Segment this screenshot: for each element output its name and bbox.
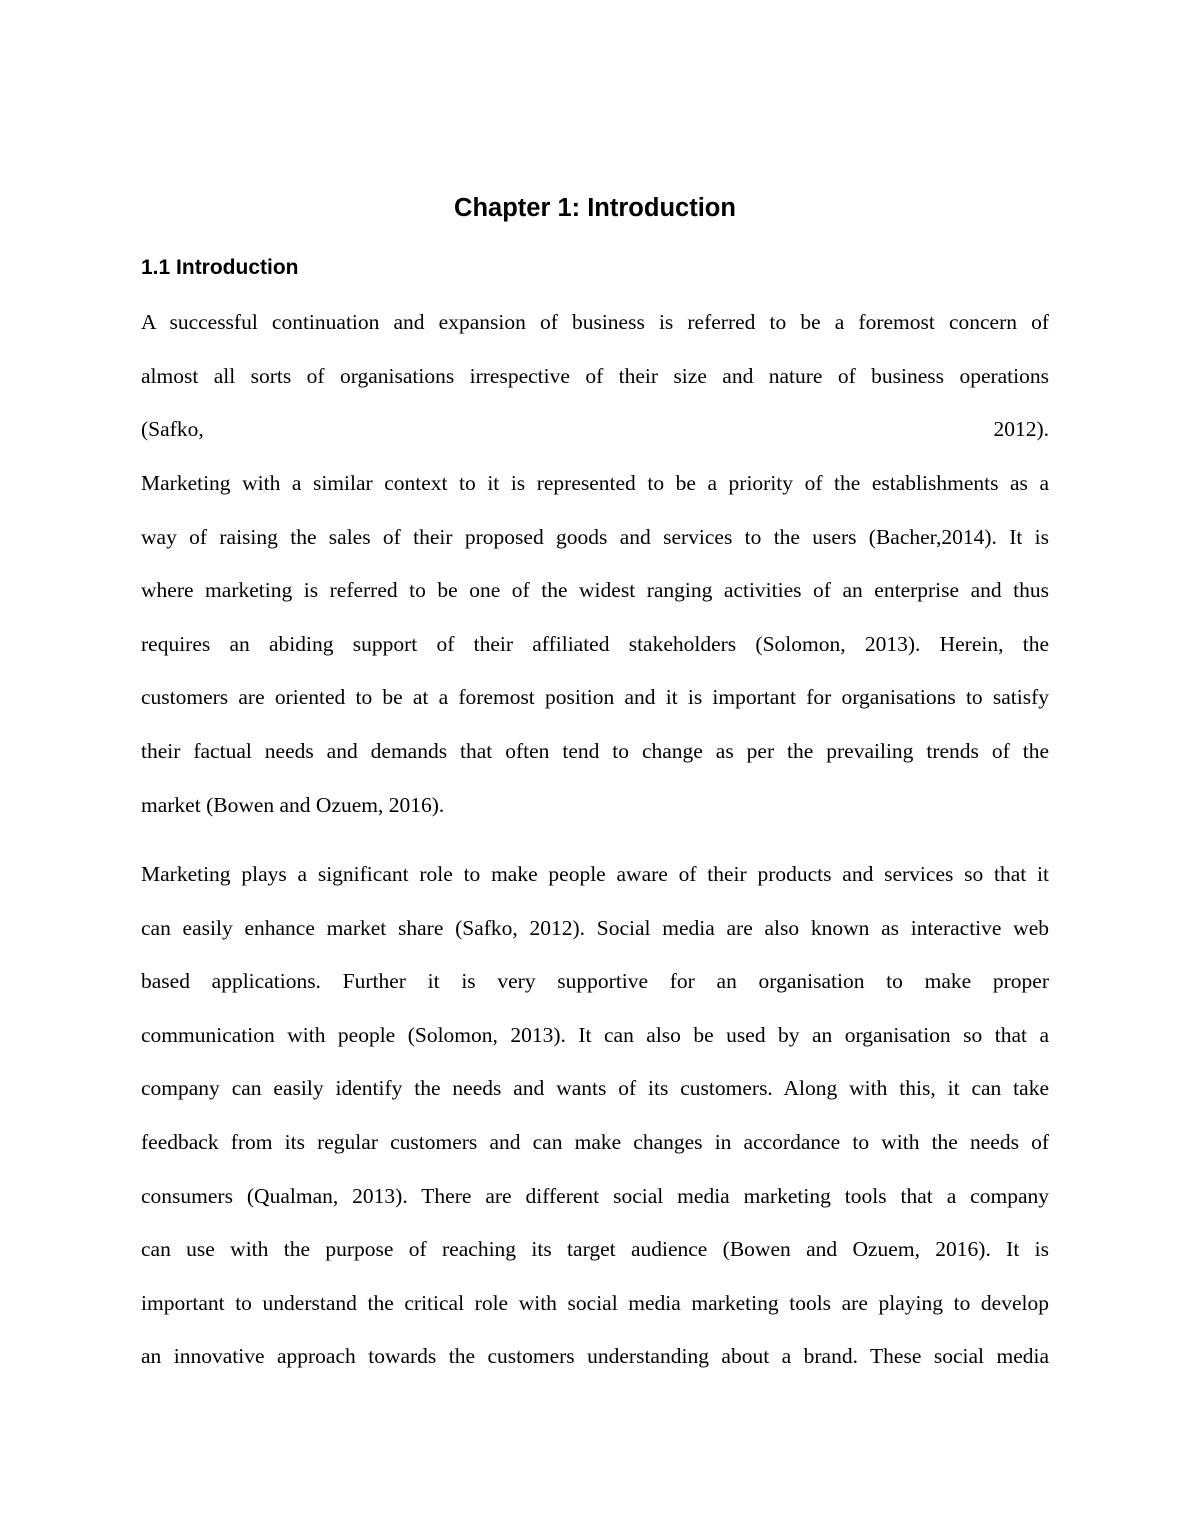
paragraph-line: their factual needs and demands that often tend to change as per the prevailing trends of the xyxy=(141,738,1049,763)
paragraph-line: based applications. Further it is very supportive for an organisation to make proper xyxy=(141,969,1049,994)
paragraph-line: important to understand the critical role with social media marketing tools are playing to develop xyxy=(141,1290,1049,1315)
paragraph-line: market (Bowen and Ozuem, 2016). xyxy=(141,792,445,817)
paragraph-line: company can easily identify the needs and wants of its customers. Along with this, it can take xyxy=(141,1076,1049,1101)
paragraph-line: Marketing plays a significant role to make people aware of their products and services so that it xyxy=(141,862,1049,886)
paragraph-3 xyxy=(141,848,1049,1384)
section-heading: 1.1 Introduction xyxy=(141,256,299,279)
paragraph-line: Marketing with a similar context to it is represented to be a priority of the establishments as a xyxy=(141,471,1049,495)
paragraph-line: A successful continuation and expansion of business is referred to be a foremost concern of xyxy=(141,310,1049,334)
paragraph-line: where marketing is referred to be one of the widest ranging activities of an enterprise and thus xyxy=(141,578,1049,603)
paragraph-line: an innovative approach towards the customers understanding about a brand. These social media xyxy=(141,1344,1049,1369)
chapter-title: Chapter 1: Introduction xyxy=(454,194,736,222)
paragraph-line: can easily enhance market share (Safko, 2012). Social media are also known as interactive web xyxy=(141,915,1049,940)
paragraph-line: customers are oriented to be at a foremost position and it is important for organisations to satisfy xyxy=(141,685,1049,710)
paragraph-line: feedback from its regular customers and can make changes in accordance to with the needs of xyxy=(141,1129,1049,1154)
paragraph-1 xyxy=(141,296,1049,457)
paragraph-line: consumers (Qualman, 2013). There are different social media marketing tools that a company xyxy=(141,1183,1049,1208)
paragraph-line: (Safko, 2012). xyxy=(141,417,1049,442)
paragraph-line: requires an abiding support of their affiliated stakeholders (Solomon, 2013). Herein, the xyxy=(141,631,1049,656)
paragraph-line: almost all sorts of organisations irrespective of their size and nature of business operations xyxy=(141,363,1049,388)
paragraph-line: can use with the purpose of reaching its target audience (Bowen and Ozuem, 2016). It is xyxy=(141,1237,1049,1262)
paragraph-line: way of raising the sales of their proposed goods and services to the users (Bacher,2014). It is xyxy=(141,524,1049,549)
paragraph-line: communication with people (Solomon, 2013). It can also be used by an organisation so that a xyxy=(141,1022,1049,1047)
paragraph-2 xyxy=(141,457,1049,832)
